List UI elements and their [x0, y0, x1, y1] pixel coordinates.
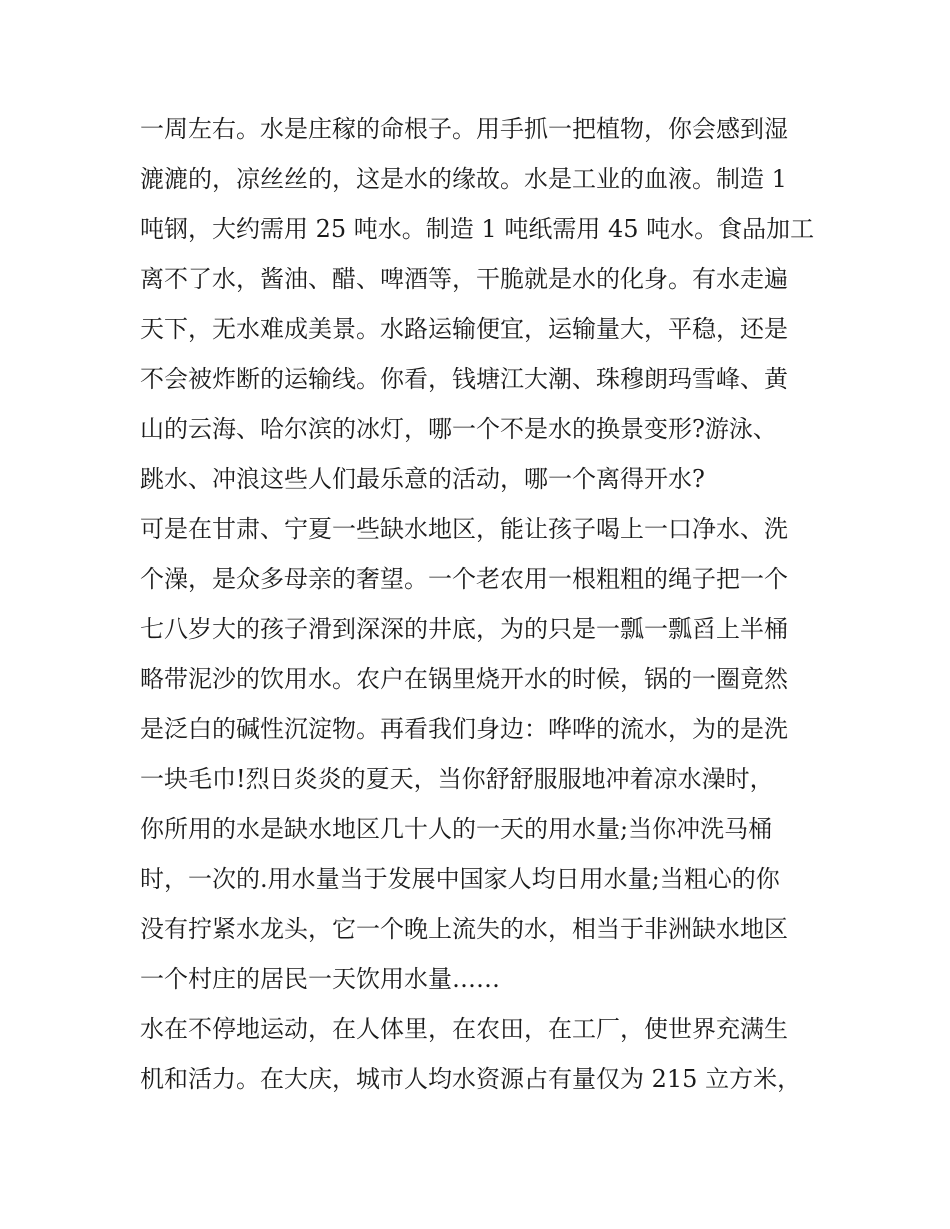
text-line-18: 一个村庄的居民一天饮用水量……: [140, 965, 500, 993]
text-line-20: 机和活力。在大庆，城市人均水资源占有量仅为 215 立方米，: [140, 1065, 802, 1093]
text-line-4: 离不了水，酱油、醋、啤酒等，干脆就是水的化身。有水走遍: [140, 265, 788, 293]
text-line-15: 你所用的水是缺水地区几十人的一天的用水量;当你冲洗马桶: [140, 815, 773, 843]
text-line-12: 略带泥沙的饮用水。农户在锅里烧开水的时候，锅的一圈竟然: [140, 665, 788, 693]
text-line-17: 没有拧紧水龙头，它一个晚上流失的水，相当于非洲缺水地区: [140, 915, 788, 943]
text-line-5: 天下，无水难成美景。水路运输便宜，运输量大，平稳，还是: [140, 315, 788, 343]
text-line-19: 水在不停地运动，在人体里，在农田，在工厂，使世界充满生: [140, 1015, 788, 1043]
text-line-13: 是泛白的碱性沉淀物。再看我们身边：哗哗的流水，为的是洗: [140, 715, 788, 743]
text-line-1: 一周左右。水是庄稼的命根子。用手抓一把植物，你会感到湿: [140, 115, 788, 143]
text-line-7: 山的云海、哈尔滨的冰灯，哪一个不是水的换景变形?游泳、: [140, 415, 777, 443]
text-line-3: 吨钢，大约需用 25 吨水。制造 1 吨纸需用 45 吨水。食品加工: [140, 215, 815, 243]
text-line-2: 漉漉的，凉丝丝的，这是水的缘故。水是工业的血液。制造 1: [140, 165, 787, 193]
text-line-14: 一块毛巾!烈日炎炎的夏天，当你舒舒服服地冲着凉水澡时，: [140, 765, 774, 793]
text-line-16: 时，一次的.用水量当于发展中国家人均日用水量;当粗心的你: [140, 865, 780, 893]
text-line-8: 跳水、冲浪这些人们最乐意的活动，哪一个离得开水?: [140, 465, 705, 493]
text-line-11: 七八岁大的孩子滑到深深的井底，为的只是一瓢一瓢舀上半桶: [140, 615, 788, 643]
document-body: [140, 104, 815, 1104]
text-line-6: 不会被炸断的运输线。你看，钱塘江大潮、珠穆朗玛雪峰、黄: [140, 365, 788, 393]
text-line-9: 可是在甘肃、宁夏一些缺水地区，能让孩子喝上一口净水、洗: [140, 515, 788, 543]
text-line-10: 个澡，是众多母亲的奢望。一个老农用一根粗粗的绳子把一个: [140, 565, 788, 593]
